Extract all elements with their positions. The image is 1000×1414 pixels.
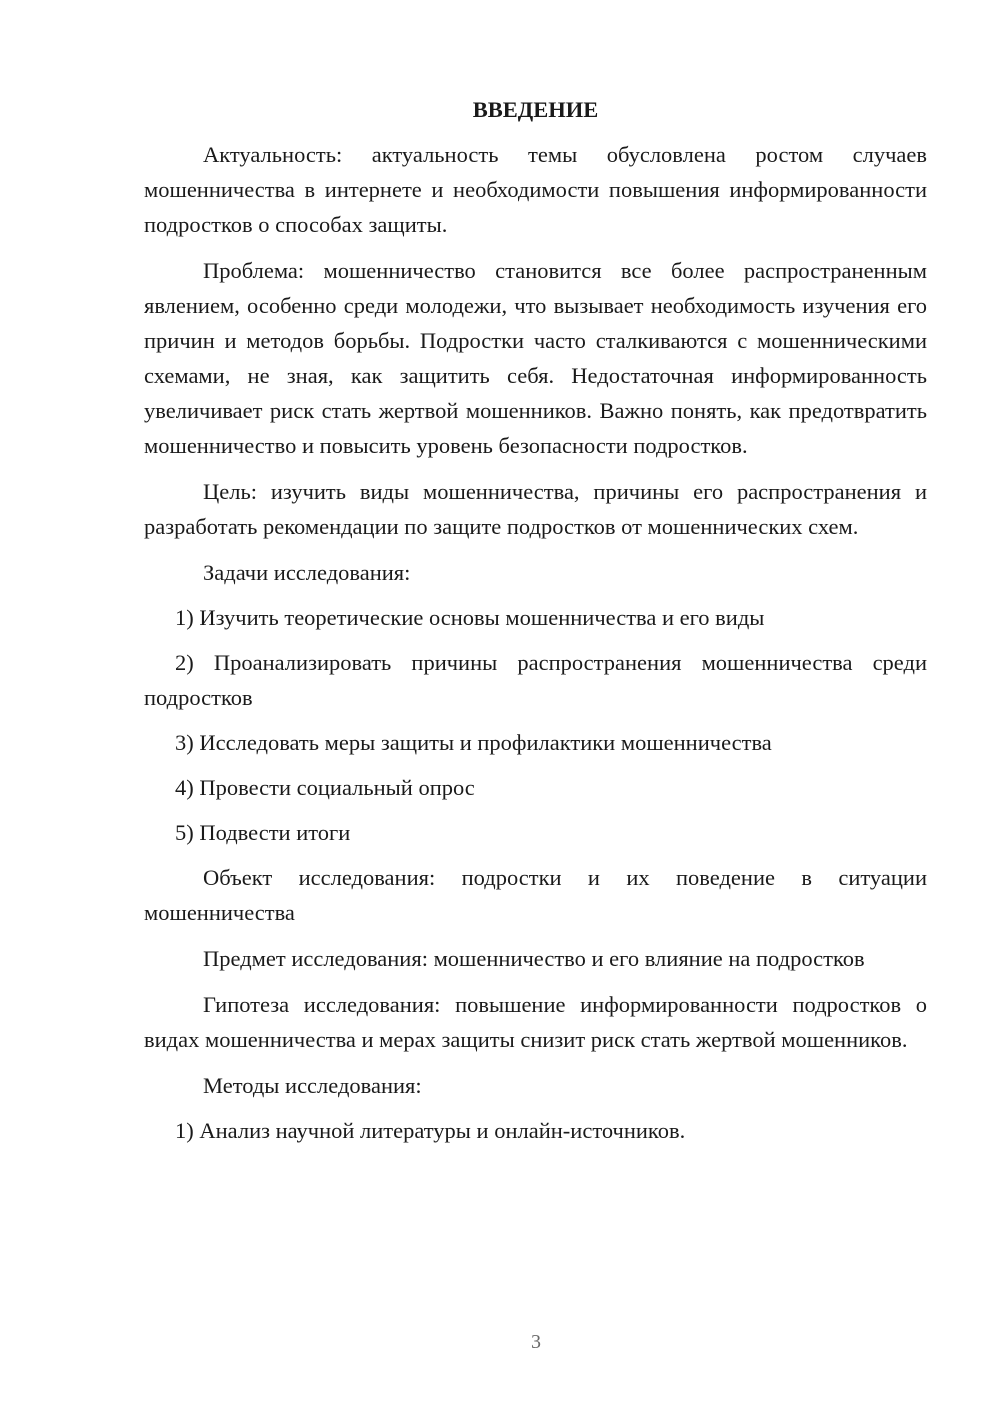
task-item-5: 5) Подвести итоги: [175, 820, 351, 845]
task-item-3: 3) Исследовать меры защиты и профилактики мошенничества: [175, 730, 772, 755]
method-item-1: 1) Анализ научной литературы и онлайн-источников.: [175, 1118, 686, 1143]
section-heading: ВВЕДЕНИЕ: [472, 97, 599, 122]
task-item-2: 2) Проанализировать причины распространения мошенничества среди подростков: [144, 650, 927, 710]
goal-paragraph: Цель: изучить виды мошенничества, причины его распространения и разработать рекомендации по защите подростков от мошеннических схем.: [144, 479, 927, 539]
methods-title: Методы исследования:: [203, 1073, 422, 1098]
task-item-1: 1) Изучить теоретические основы мошенничества и его виды: [175, 605, 765, 630]
task-item-4: 4) Провести социальный опрос: [175, 775, 475, 800]
hypothesis-paragraph: Гипотеза исследования: повышение информированности подростков о видах мошенничества и мерах защиты снизит риск стать жертвой мошенников.: [144, 992, 927, 1052]
subject-paragraph: Предмет исследования: мошенничество и его влияние на подростков: [203, 946, 865, 971]
relevance-paragraph: Актуальность: актуальность темы обусловлена ростом случаев мошенничества в интернете и необходимости повышения информированности подростков о способах защиты.: [144, 142, 927, 237]
object-paragraph: Объект исследования: подростки и их поведение в ситуации мошенничества: [144, 865, 927, 925]
problem-paragraph: Проблема: мошенничество становится все более распространенным явлением, особенно среди молодежи, что вызывает необходимость изучения его причин и методов борьбы. Подростки часто сталкиваются с мошенническими схемами, не зная, как защитить себя. Недостаточная информированность увеличивает риск стать жертвой мошенников. Важно понять, как предотвратить мошенничество и повысить уровень безопасности подростков.: [144, 258, 927, 458]
page-number: 3: [531, 1331, 541, 1353]
page-body: [144, 92, 927, 1158]
tasks-title: Задачи исследования:: [203, 560, 411, 585]
